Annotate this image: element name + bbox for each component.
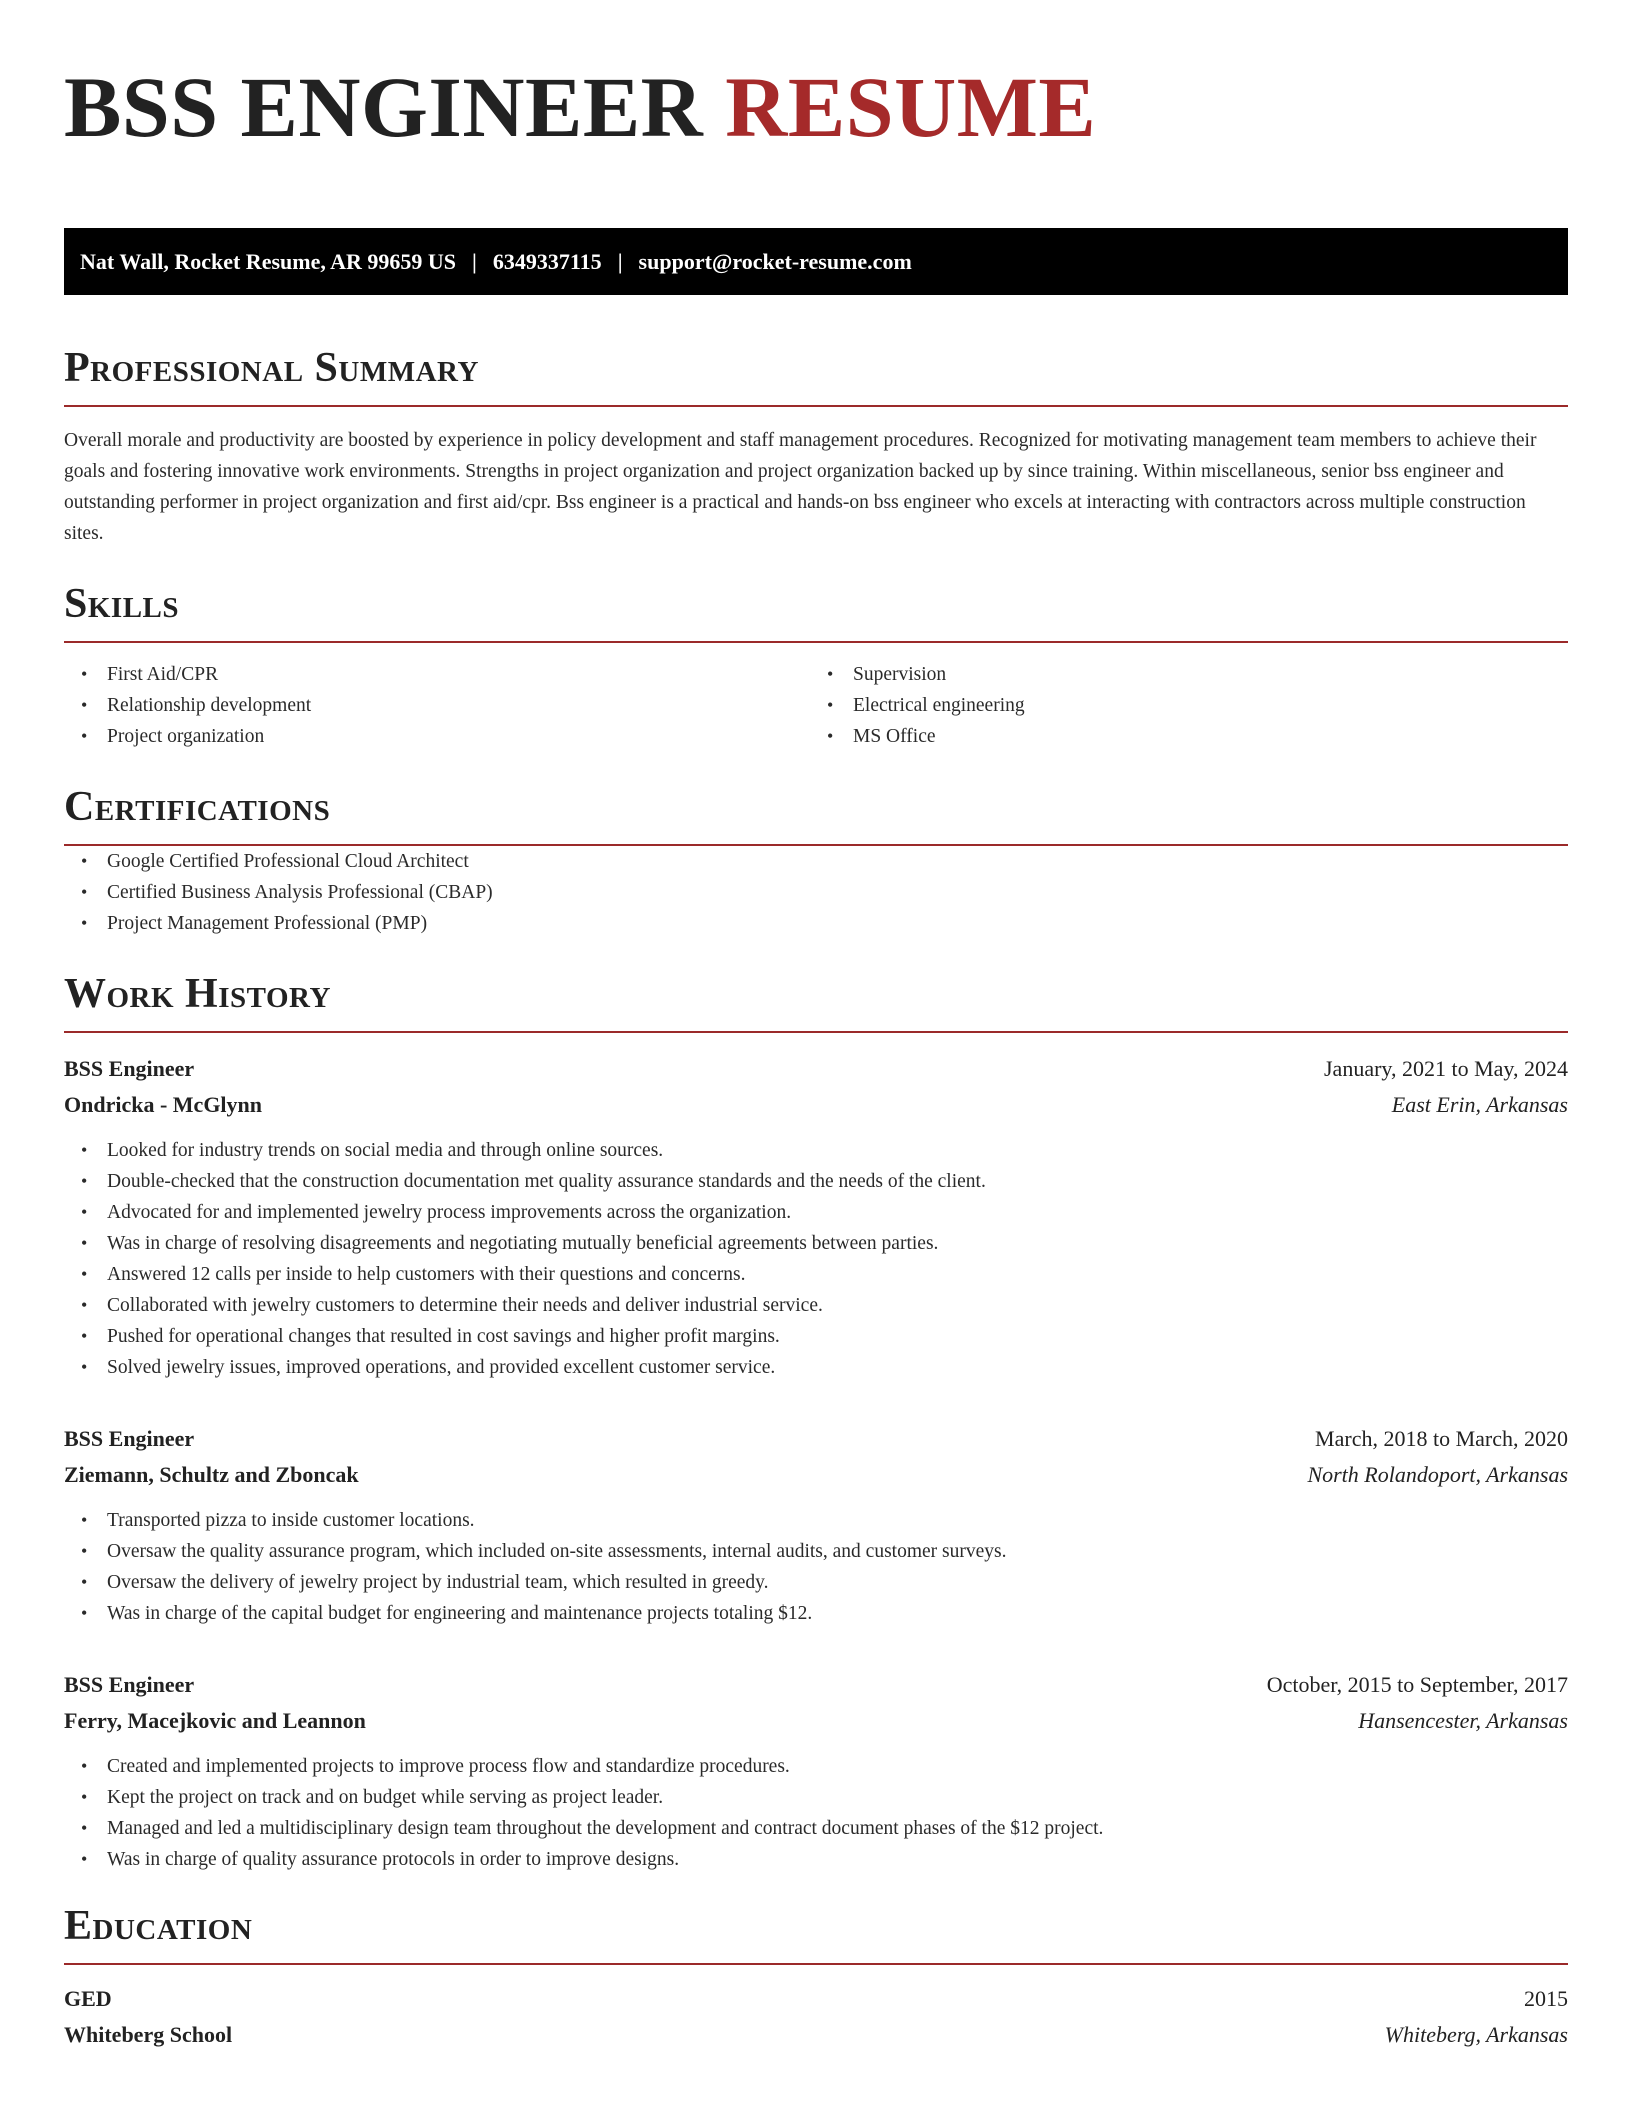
job-title: BSS Engineer: [64, 1056, 195, 1081]
job-bullet: • Managed and led a multidisciplinary design team throughout the development and contract document phases of the $12 project.: [107, 1813, 1568, 1844]
job-bullet: • Answered 12 calls per inside to help customers with their questions and concerns.: [107, 1259, 1568, 1290]
job-bullet: • Collaborated with jewelry customers to determine their needs and deliver industrial service.: [107, 1290, 1568, 1321]
job-bullet: • Solved jewelry issues, improved operations, and provided excellent customer service.: [107, 1352, 1568, 1383]
job-company-row: [64, 1087, 1568, 1123]
job-location: North Rolandoport, Arkansas: [1307, 1462, 1568, 1487]
job-dates: October, 2015 to September, 2017: [1266, 1672, 1568, 1697]
job-company-row: [64, 1457, 1568, 1493]
education-entry: [64, 1981, 1568, 2053]
job-title: BSS Engineer: [64, 1672, 195, 1697]
job-bullet: • Was in charge of resolving disagreements and negotiating mutually beneficial agreements between parties.: [107, 1228, 1568, 1259]
job-title: BSS Engineer: [64, 1426, 195, 1451]
education-degree-row: [64, 1981, 1568, 2017]
skill-item: • First Aid/CPR: [107, 659, 816, 690]
job-bullet: • Oversaw the delivery of jewelry project by industrial team, which resulted in greedy.: [107, 1567, 1568, 1598]
work-history-section: [64, 973, 1568, 1875]
education-school-row: [64, 2017, 1568, 2053]
job-entry: [64, 1051, 1568, 1383]
job-bullet: • Transported pizza to inside customer locations.: [107, 1505, 1568, 1536]
certifications-heading: Certifications: [64, 786, 1568, 846]
education-heading: Education: [64, 1905, 1568, 1965]
job-bullets: [64, 1505, 1568, 1629]
job-bullet: • Created and implemented projects to improve process flow and standardize procedures.: [107, 1751, 1568, 1782]
job-entry: [64, 1421, 1568, 1629]
contact-email: support@rocket-resume.com: [638, 248, 912, 274]
title-accent: RESUME: [725, 59, 1097, 155]
summary-heading: Professional Summary: [64, 347, 1568, 407]
job-company-row: [64, 1703, 1568, 1739]
skill-item: • Supervision: [853, 659, 1568, 690]
job-location: Hansencester, Arkansas: [1358, 1708, 1568, 1733]
education-location: Whiteberg, Arkansas: [1384, 2022, 1568, 2047]
job-bullet: • Looked for industry trends on social media and through online sources.: [107, 1135, 1568, 1166]
education-section: [64, 1905, 1568, 2053]
job-bullets: [64, 1135, 1568, 1383]
education-degree: GED: [64, 1986, 112, 2011]
job-entry: [64, 1667, 1568, 1875]
job-dates: March, 2018 to March, 2020: [1315, 1426, 1568, 1451]
job-bullet: • Was in charge of quality assurance protocols in order to improve designs.: [107, 1844, 1568, 1875]
skill-item: • MS Office: [853, 721, 1568, 752]
job-bullet: • Oversaw the quality assurance program, which included on-site assessments, internal audits, and customer surveys.: [107, 1536, 1568, 1567]
skills-section: [64, 583, 1568, 752]
job-title-row: [64, 1421, 1568, 1457]
education-school: Whiteberg School: [64, 2022, 233, 2047]
certifications-list: [64, 846, 1568, 939]
job-bullet: • Double-checked that the construction documentation met quality assurance standards and the needs of the client.: [107, 1166, 1568, 1197]
job-dates: January, 2021 to May, 2024: [1324, 1056, 1568, 1081]
job-title-row: [64, 1667, 1568, 1703]
skills-grid: [64, 659, 1568, 752]
job-location: East Erin, Arkansas: [1391, 1092, 1568, 1117]
contact-separator: |: [617, 248, 623, 274]
contact-bar: [64, 228, 1568, 295]
skill-item: • Electrical engineering: [853, 690, 1568, 721]
education-year: 2015: [1524, 1986, 1568, 2011]
contact-address: Nat Wall, Rocket Resume, AR 99659 US: [80, 248, 457, 274]
job-bullets: [64, 1751, 1568, 1875]
work-history-heading: Work History: [64, 973, 1568, 1033]
certification-item: • Project Management Professional (PMP): [107, 908, 1568, 939]
skill-item: • Relationship development: [107, 690, 816, 721]
job-company: Ferry, Macejkovic and Leannon: [64, 1708, 366, 1733]
contact-phone: 6349337115: [492, 248, 602, 274]
job-title-row: [64, 1051, 1568, 1087]
job-company: Ondricka - McGlynn: [64, 1092, 263, 1117]
skills-list-left: [64, 659, 816, 752]
job-bullet: • Kept the project on track and on budget while serving as project leader.: [107, 1782, 1568, 1813]
skills-heading: Skills: [64, 583, 1568, 643]
certification-item: • Google Certified Professional Cloud Architect: [107, 846, 1568, 877]
contact-separator: |: [472, 248, 477, 274]
job-company: Ziemann, Schultz and Zboncak: [64, 1462, 359, 1487]
skills-list-right: [816, 659, 1568, 752]
skill-item: • Project organization: [107, 721, 816, 752]
summary-text: Overall morale and productivity are boosted by experience in policy development and staff management procedures. Recognized for motivating management team members to achieve their goals and fostering innovative work environments. Strengths in project organization and project organization backed up by since training. Within miscellaneous, senior bss engineer and outstanding performer in project organization and first aid/cpr. Bss engineer is a practical and hands-on bss engineer who excels at interacting with contractors across multiple construction sites.: [64, 430, 1537, 544]
job-bullet: • Was in charge of the capital budget for engineering and maintenance projects totaling $12.: [107, 1598, 1568, 1629]
certification-item: • Certified Business Analysis Professional (CBAP): [107, 877, 1568, 908]
summary-section: [64, 347, 1568, 549]
page-title: [64, 58, 1568, 168]
title-main: BSS ENGINEER: [64, 59, 704, 155]
job-bullet: • Advocated for and implemented jewelry process improvements across the organization.: [107, 1197, 1568, 1228]
certifications-section: [64, 786, 1568, 939]
skills-column-right: [816, 659, 1568, 752]
skills-column-left: [64, 659, 816, 752]
job-bullet: • Pushed for operational changes that resulted in cost savings and higher profit margins.: [107, 1321, 1568, 1352]
